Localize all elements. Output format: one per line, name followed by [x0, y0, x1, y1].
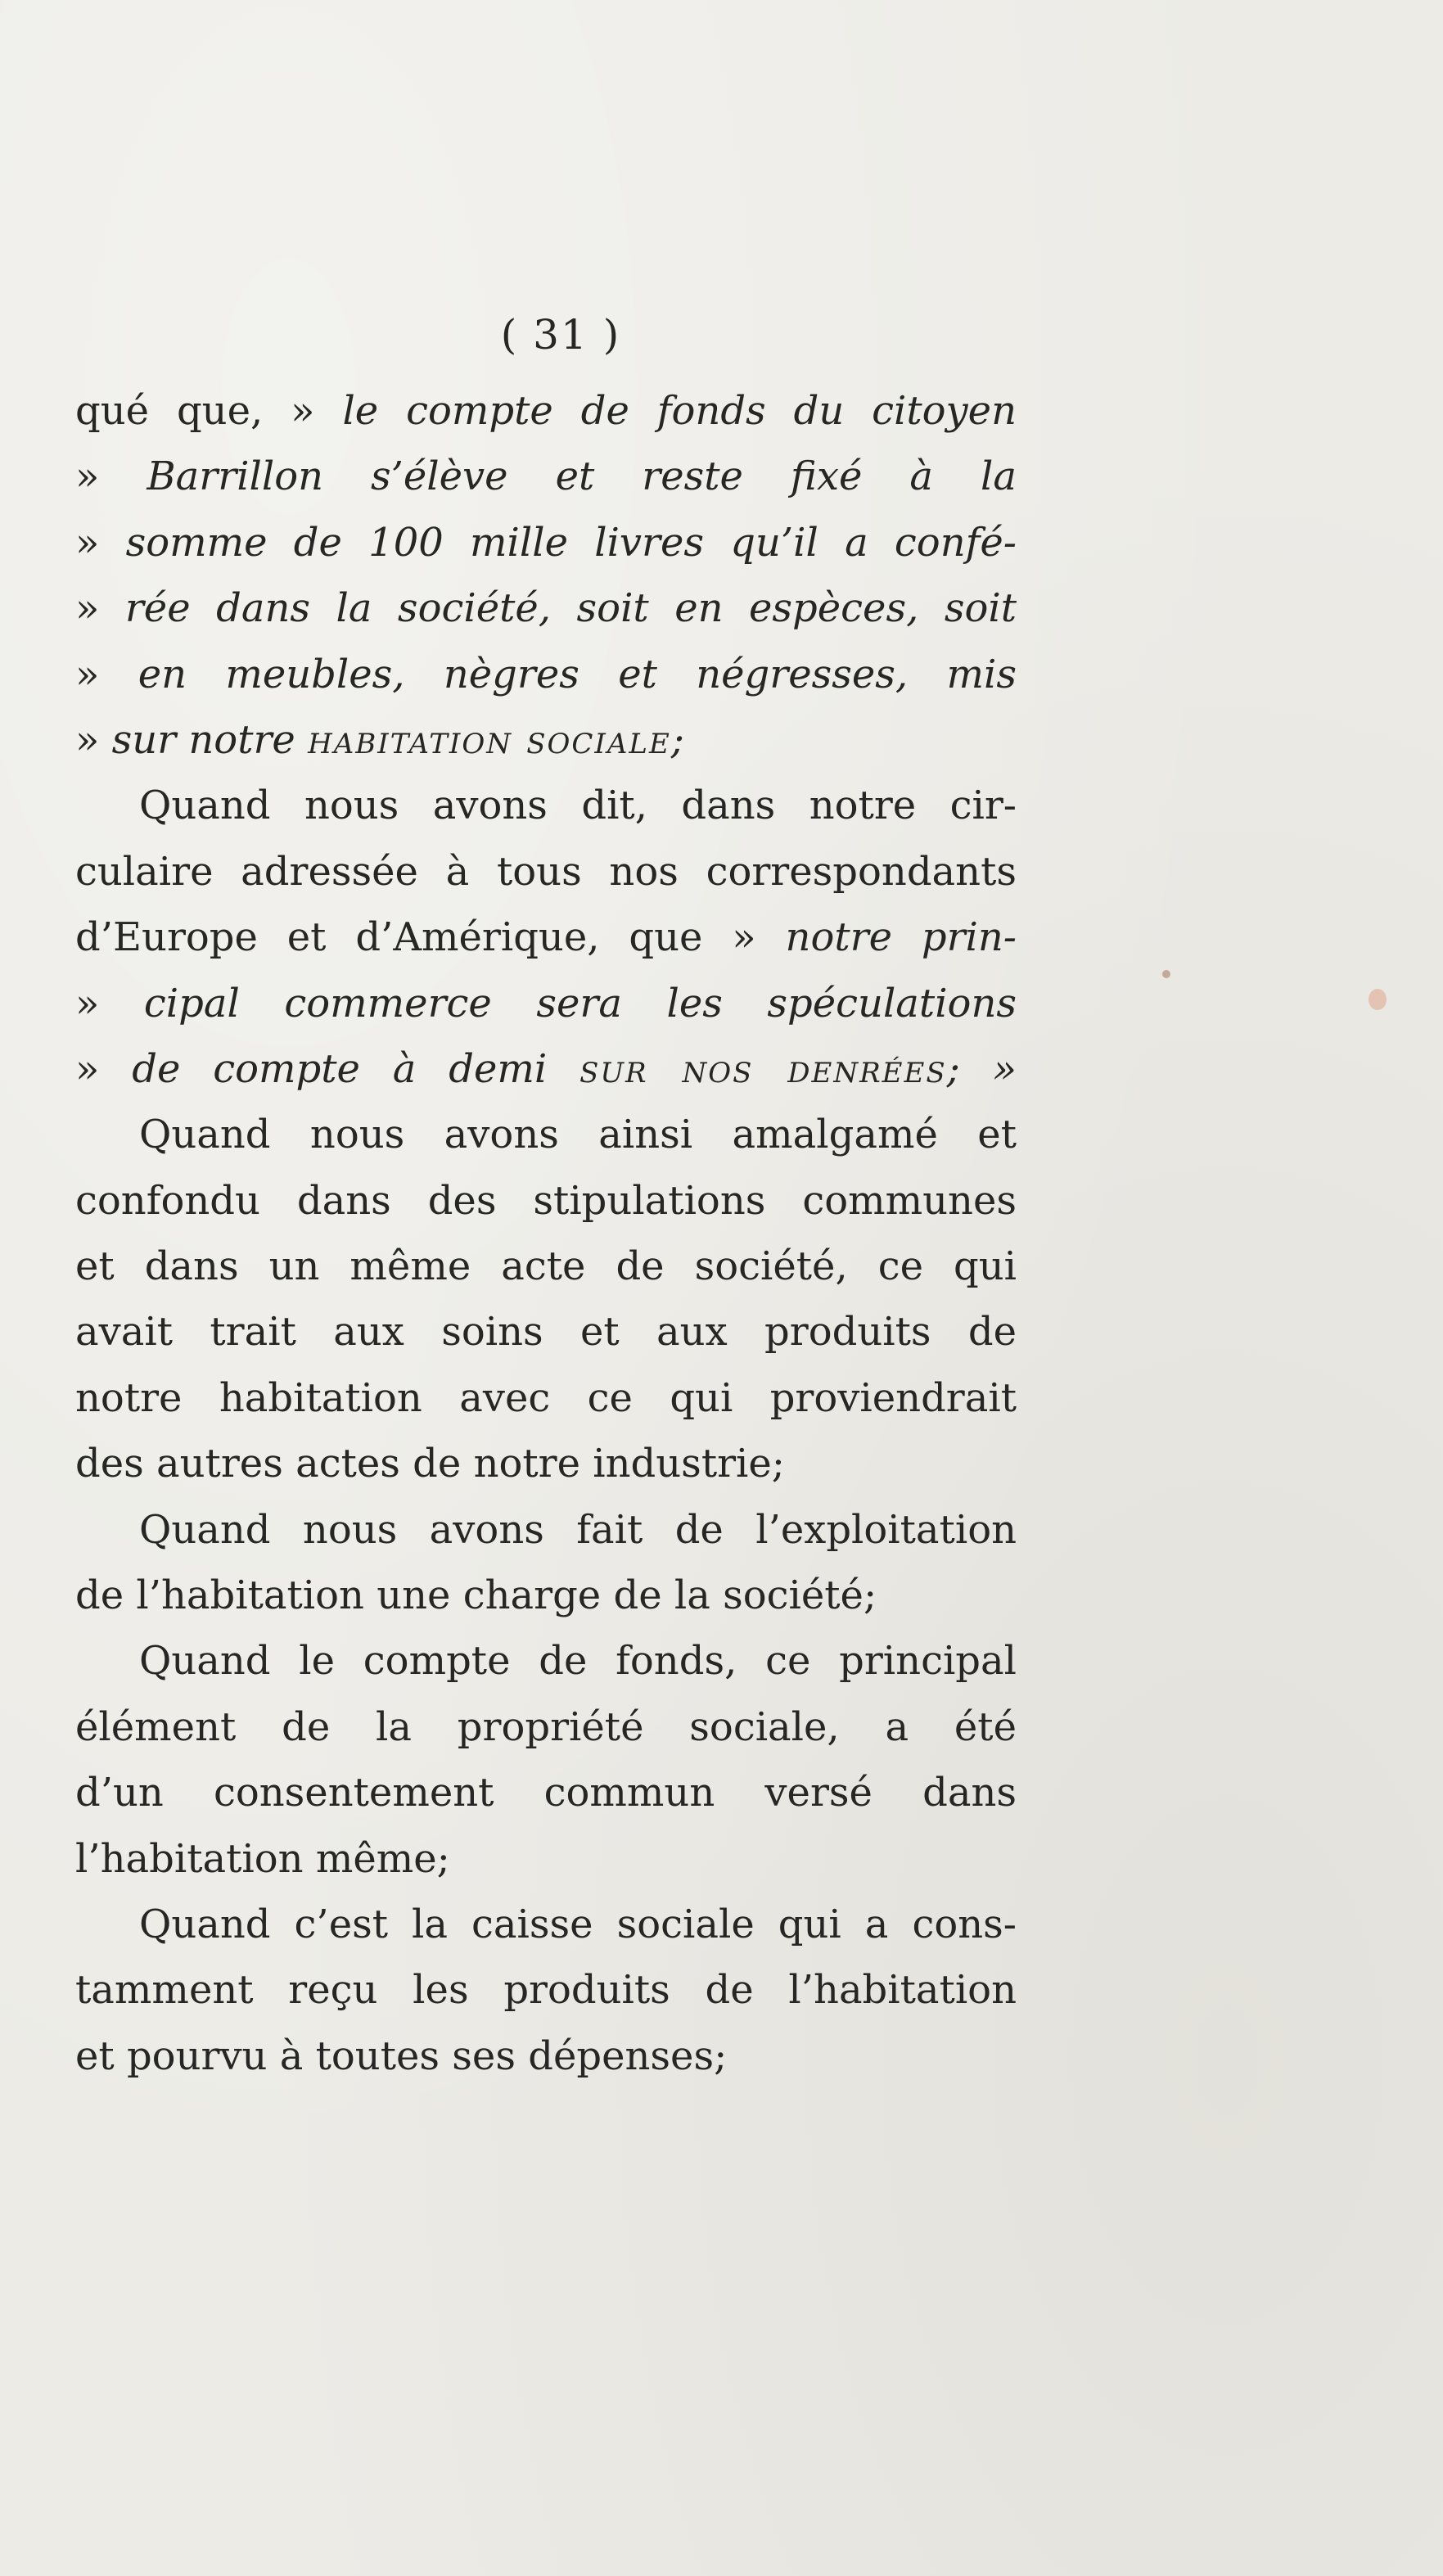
text-line — [75, 1497, 1017, 1563]
text-segment: en meubles, nègres et négresses, mis — [138, 651, 1017, 697]
body-text — [75, 378, 1017, 2089]
text-segment: Barrillon s’élève et reste fixé à la — [147, 453, 1017, 500]
text-line — [75, 1694, 1017, 1760]
text-segment: cipal commerce sera les spéculations — [143, 980, 1017, 1026]
text-segment: » — [75, 651, 138, 697]
text-segment: » — [75, 980, 144, 1026]
text-segment: culaire adressée à tous nos correspondants — [75, 848, 1017, 895]
text-line — [75, 1957, 1017, 2023]
text-line — [75, 1563, 1017, 1628]
text-segment: le compte de fonds du citoyen — [342, 388, 1017, 434]
text-segment: avait trait aux soins et aux produits de — [75, 1309, 1017, 1356]
text-segment: de compte à demi — [132, 1045, 580, 1092]
text-segment: Quand nous avons ainsi amalgamé et — [139, 1112, 1017, 1158]
paper-speck — [1162, 970, 1170, 978]
text-line — [75, 575, 1017, 641]
text-segment: et pourvu à toutes ses dépenses; — [75, 2032, 728, 2079]
text-segment: notre prin- — [785, 914, 1017, 961]
text-line — [75, 2023, 1017, 2089]
text-segment: somme de 100 mille livres qu’il a confé- — [125, 519, 1017, 566]
text-segment: et dans un même acte de société, ce qui — [75, 1243, 1017, 1290]
text-line — [75, 1431, 1017, 1496]
text-segment: » — [75, 453, 147, 500]
text-segment: élément de la propriété sociale, a été — [75, 1703, 1017, 1750]
text-segment: d’Europe et d’Amérique, que » — [75, 914, 786, 961]
text-line — [75, 378, 1017, 444]
text-segment: Quand nous avons dit, dans notre cir- — [139, 783, 1017, 829]
text-line — [75, 1036, 1017, 1102]
text-segment: rée dans la société, soit en espèces, soit — [124, 585, 1017, 632]
text-line — [75, 1102, 1017, 1167]
text-line — [75, 839, 1017, 905]
text-line — [75, 444, 1017, 509]
text-segment: d’un consentement commun versé dans — [75, 1770, 1017, 1816]
text-line — [75, 1168, 1017, 1234]
text-segment: Quand c’est la caisse sociale qui a cons- — [139, 1901, 1017, 1947]
text-segment: » — [75, 585, 125, 632]
text-segment: » — [75, 716, 112, 763]
text-segment: sur nos denrées — [579, 1045, 947, 1092]
paper-stain — [1369, 989, 1387, 1010]
text-segment: des autres actes de notre industrie; — [75, 1441, 785, 1487]
text-segment: notre habitation avec ce qui proviendrait — [75, 1374, 1017, 1421]
text-line — [75, 1826, 1017, 1892]
text-segment: ; » — [946, 1045, 1017, 1092]
text-segment: de l’habitation une charge de la société; — [75, 1572, 877, 1619]
text-line — [75, 642, 1017, 707]
text-line — [75, 905, 1017, 970]
text-segment: Quand nous avons fait de l’exploitation — [139, 1506, 1017, 1553]
text-line — [75, 773, 1017, 838]
text-segment: l’habitation même; — [75, 1835, 450, 1882]
text-segment: » — [75, 519, 126, 566]
text-segment: ; — [670, 716, 684, 763]
text-line — [75, 1892, 1017, 1957]
text-segment: Quand le compte de fonds, ce principal — [139, 1638, 1017, 1685]
text-segment: confondu dans des stipulations communes — [75, 1177, 1017, 1224]
text-line — [75, 1760, 1017, 1825]
text-line — [75, 1234, 1017, 1299]
page-number: ( 31 ) — [500, 311, 621, 359]
text-line — [75, 1365, 1017, 1431]
text-segment: qué que, » — [75, 388, 343, 434]
text-line — [75, 971, 1017, 1036]
text-segment: habitation sociale — [308, 716, 671, 763]
text-line — [75, 1299, 1017, 1365]
text-segment: tamment reçu les produits de l’habitation — [75, 1967, 1017, 2014]
text-segment: » — [75, 1045, 133, 1092]
text-line — [75, 510, 1017, 575]
text-segment: sur notre — [111, 716, 309, 763]
text-line — [75, 1628, 1017, 1694]
text-line — [75, 707, 1017, 773]
